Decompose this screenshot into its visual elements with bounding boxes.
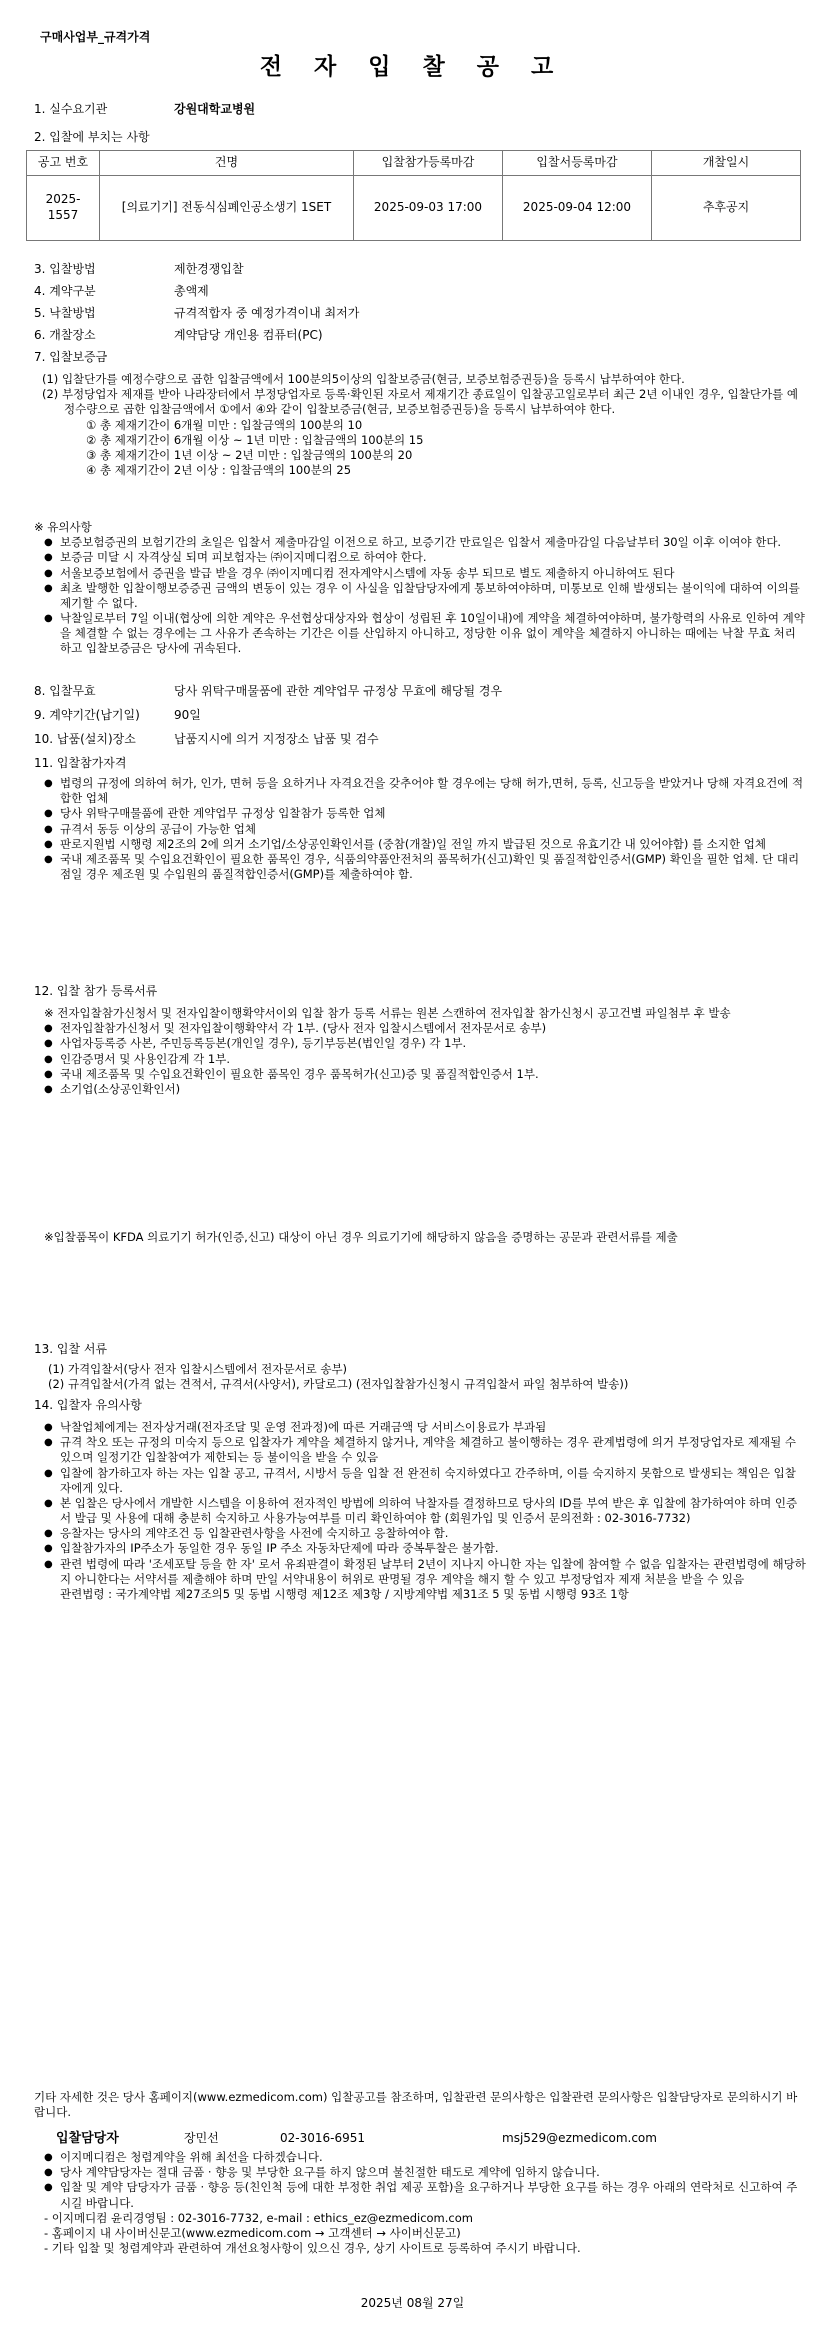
ethics-item: ● 입찰 및 계약 담당자가 금품 · 향응 등(친인척 등에 대한 부정한 취업 제공 포함)을 요구하거나 부당한 요구를 하는 경우 아래의 연락처로 신고하여 주시길 바랍니다. bbox=[34, 2180, 806, 2210]
table-cell: 2025-1557 bbox=[27, 176, 100, 241]
ethics-item: ● 당사 계약담당자는 절대 금품 · 향응 및 부당한 요구를 하지 않으며 불친절한 태도로 계약에 임하지 않습니다. bbox=[34, 2165, 806, 2180]
section-1 bbox=[34, 102, 255, 118]
deposit-paragraph-1: (1) 입찰단가를 예정수량으로 곱한 입찰금액에서 100분의5이상의 입찰보증금(현금, 보증보험증권등)을 등록시 납부하여야 한다. bbox=[42, 372, 685, 386]
note-item: ● 서울보증보험에서 증권을 발급 받을 경우 ㈜이지메디컴 전자계약시스템에 자동 송부 되므로 별도 제출하지 아니하여도 된다 bbox=[34, 566, 806, 581]
footer-info: 기타 자세한 것은 당사 홈페이지(www.ezmedicom.com) 입찰공고를 참조하며, 입찰관련 문의사항은 입찰관련 문의사항은 입찰담당자로 문의하시기 바랍니다. bbox=[34, 2090, 798, 2120]
section-3 bbox=[34, 262, 244, 278]
caution-item: ● 본 입찰은 당사에서 개발한 시스템을 이용하여 전자적인 방법에 의하여 낙찰자를 결정하므로 당사의 ID를 부여 받은 후 입찰에 참가하여야 하며 인증서 발급 및 사용에 대해 충분히 숙지하고 사용가능여부를 미리 확인하여야 함 (회원가입 및 인증서 문의전화 : 02-3016-7732) bbox=[34, 1496, 806, 1526]
ethics-line: - 이지메디컴 윤리경영팀 : 02-3016-7732, e-mail : ethics_ez@ezmedicom.com bbox=[44, 2210, 473, 2225]
contact-email: msj529@ezmedicom.com bbox=[502, 2131, 657, 2145]
contact-row bbox=[56, 2130, 657, 2147]
notice-date: 2025년 08월 27일 bbox=[360, 2296, 465, 2310]
section-7-label: 7. 입찰보증금 bbox=[34, 350, 108, 364]
section-2-label: 2. 입찰에 부치는 사항 bbox=[34, 130, 150, 144]
section-11-label: 11. 입찰참가자격 bbox=[34, 756, 127, 770]
section-10-label: 10. 납품(설치)장소 bbox=[34, 732, 136, 746]
ethics-line: - 기타 입찰 및 청렴계약과 관련하여 개선요청사항이 있으신 경우, 상기 사이트로 등록하여 주시기 바랍니다. bbox=[44, 2241, 581, 2256]
deposit-item: ③ 총 제재기간이 1년 이상 ~ 2년 미만 : 입찰금액의 100분의 20 bbox=[86, 447, 413, 462]
section-12-label: 12. 입찰 참가 등록서류 bbox=[34, 984, 158, 998]
ethics-item: ● 이지메디컴은 청렴계약을 위해 최선을 다하겠습니다. bbox=[34, 2150, 806, 2165]
notes-title: ※ 유의사항 bbox=[34, 520, 92, 534]
notes-block bbox=[34, 520, 806, 657]
caution-item: ● 입찰에 참가하고자 하는 자는 입찰 공고, 규격서, 시방서 등을 입찰 전 완전히 숙지하였다고 간주하며, 이를 숙지하지 못함으로 발생되는 책임은 입찰자에게 있다. bbox=[34, 1466, 806, 1496]
department-label: 구매사업부_규격가격 bbox=[40, 30, 151, 44]
section-9-label: 9. 계약기간(납기일) bbox=[34, 708, 140, 722]
section-6-value: 계약담당 개인용 컴퓨터(PC) bbox=[174, 328, 323, 342]
eligibility-item: ● 당사 위탁구매물품에 관한 계약업무 규정상 입찰참가 등록한 업체 bbox=[34, 806, 806, 821]
contact-phone: 02-3016-6951 bbox=[280, 2131, 366, 2145]
deposit-item: ④ 총 제재기간이 2년 이상 : 입찰금액의 100분의 25 bbox=[86, 463, 352, 478]
section-13-label: 13. 입찰 서류 bbox=[34, 1342, 108, 1356]
note-item: ● 보증보험증권의 보험기간의 초일은 입찰서 제출마감일 이전으로 하고, 보증기간 만료일은 입찰서 제출마감일 다음날부터 30일 이후 이여야 한다. bbox=[34, 535, 806, 550]
contact-label: 입찰담당자 bbox=[56, 2131, 119, 2146]
deposit-item: ② 총 제재기간이 6개월 이상 ~ 1년 미만 : 입찰금액의 100분의 15 bbox=[86, 432, 424, 447]
caution-item: ● 응찰자는 당사의 계약조건 등 입찰관련사항을 사전에 숙지하고 응찰하여야 함. bbox=[34, 1526, 806, 1541]
deposit-paragraph-2: (2) 부정당업자 제재를 받아 나라장터에서 부정당업자로 등록·확인된 자로서 제재기간 종료일이 입찰공고일로부터 최근 2년 이내인 경우, 입찰단가를 예정수량으로 곱한 입찰금액에서 ①에서 ④와 같이 입찰보증금(현금, 보증보험증권등)을 등록시 납부하여야 한다. bbox=[42, 387, 798, 417]
caution-item: ● 입찰참가자의 IP주소가 동일한 경우 동일 IP 주소 자동차단제에 따라 중복투찰은 불가함. bbox=[34, 1541, 806, 1556]
table-cell: 추후공지 bbox=[652, 176, 801, 241]
section-4-value: 총액제 bbox=[174, 284, 209, 298]
bid-table bbox=[26, 150, 801, 241]
document-item: ● 전자입찰참가신청서 및 전자입찰이행확약서 각 1부. (당사 전자 입찰시스템에서 전자문서로 송부) bbox=[34, 1021, 806, 1036]
ethics-line: - 홈페이지 내 사이버신문고(www.ezmedicom.com → 고객센터 → 사이버신문고) bbox=[44, 2225, 461, 2240]
caution-item: ● 관련 법령에 따라 '조세포탈 등을 한 자' 로서 유죄판결이 확정된 날부터 2년이 지나지 아니한 자는 입찰에 참여할 수 없음 입찰자는 관련법령에 해당하지 아니한다는 서약서를 제출해야 하며 만일 서약내용이 허위로 판명될 경우 계약을 해지 할 수 있고 부정당업자 제재 처분을 받을 수 있음 bbox=[34, 1557, 806, 1587]
eligibility-item: ● 법령의 규정에 의하여 허가, 인가, 면허 등을 요하거나 자격요건을 갖추어야 할 경우에는 당해 허가,면허, 등록, 신고등을 받았거나 당해 자격요건에 적합한 업체 bbox=[34, 776, 806, 806]
section-14-body bbox=[34, 1420, 806, 1602]
section-7-body bbox=[42, 372, 802, 478]
caution-item: ● 낙찰업체에게는 전자상거래(전자조달 및 운영 전과정)에 따른 거래금액 당 서비스이용료가 부과됨 bbox=[34, 1420, 806, 1435]
note-item: ● 최초 발행한 입찰이행보증증권 금액의 변동이 있는 경우 이 사실을 입찰담당자에게 통보하여야하며, 미통보로 인해 발생되는 불이익에 대하여 이의를 제기할 수 없다. bbox=[34, 581, 806, 611]
section-4 bbox=[34, 284, 209, 300]
eligibility-item: ● 국내 제조품목 및 수입요건확인이 필요한 품목인 경우, 식품의약품안전처의 품목허가(신고)확인 및 품질적합인증서(GMP) 확인을 필한 업체. 단 대리점일 경우 제조원 및 수입원의 품질적합인증서(GMP)를 제출하여야 함. bbox=[34, 852, 806, 882]
section-1-value: 강원대학교병원 bbox=[174, 102, 256, 116]
table-row bbox=[27, 176, 801, 241]
eligibility-item: ● 판로지원법 시행령 제2조의 2에 의거 소기업/소상공인확인서를 (중참(개찰)일 전일 까지 발급된 것으로 유효기간 내 있어야함) 를 소지한 업체 bbox=[34, 837, 806, 852]
section-6 bbox=[34, 328, 323, 344]
table-header: 개찰일시 bbox=[652, 151, 801, 176]
related-law: 관련법령 : 국가계약법 제27조의5 및 동법 시행령 제12조 제3항 / 지방계약법 제31조 5 및 동법 시행령 93조 1항 bbox=[60, 1586, 629, 1601]
eligibility-item: ● 규격서 동등 이상의 공급이 가능한 업체 bbox=[34, 822, 806, 837]
ethics-block bbox=[34, 2150, 806, 2256]
caution-item: ● 규격 착오 또는 규정의 미숙지 등으로 입찰자가 계약을 체결하지 않거나, 계약을 체결하고 불이행하는 경우 관계법령에 의거 부정당업자로 제재될 수 있으며 일정기간 입찰참여가 제한되는 등 불이익을 받을 수 있음 bbox=[34, 1435, 806, 1465]
table-cell: 2025-09-04 12:00 bbox=[503, 176, 652, 241]
contact-name: 장민선 bbox=[184, 2131, 219, 2145]
note-item: ● 낙찰일로부터 7일 이내(협상에 의한 계약은 우선협상대상자와 협상이 성립된 후 10일이내)에 계약을 체결하여야하며, 불가항력의 사유로 인하여 계약을 체결할 수 없는 경우에는 그 사유가 존속하는 기간은 이를 산입하지 아니하고, 정당한 이유 없이 계약을 체결하지 아니하는 때에는 낙찰 무효 처리하고 입찰보증금은 당사에 귀속된다. bbox=[34, 611, 806, 657]
section-8-label: 8. 입찰무효 bbox=[34, 684, 96, 698]
section-6-label: 6. 개찰장소 bbox=[34, 328, 96, 342]
section-9 bbox=[34, 708, 201, 724]
document-item: ● 인감증명서 및 사용인감계 각 1부. bbox=[34, 1052, 806, 1067]
section-10-value: 납품지시에 의거 지정장소 납품 및 검수 bbox=[174, 732, 379, 746]
table-cell: 2025-09-03 17:00 bbox=[354, 176, 503, 241]
page-title: 전 자 입 찰 공 고 bbox=[259, 54, 566, 80]
section-5-value: 규격적합자 중 예정가격이내 최저가 bbox=[174, 306, 360, 320]
section-3-value: 제한경쟁입찰 bbox=[174, 262, 244, 276]
document-item: ● 사업자등록증 사본, 주민등록등본(개인일 경우), 등기부등본(법인일 경우) 각 1부. bbox=[34, 1036, 806, 1051]
section-12-body bbox=[34, 1006, 806, 1097]
deposit-item: ① 총 제재기간이 6개월 미만 : 입찰금액의 100분의 10 bbox=[86, 417, 363, 432]
section-3-label: 3. 입찰방법 bbox=[34, 262, 96, 276]
section-5 bbox=[34, 306, 359, 322]
section-4-label: 4. 계약구분 bbox=[34, 284, 96, 298]
document-item: ● 소기업(소상공인확인서) bbox=[34, 1082, 806, 1097]
section-13-body bbox=[48, 1362, 808, 1392]
section-14-label: 14. 입찰자 유의사항 bbox=[34, 1398, 142, 1412]
section-5-label: 5. 낙찰방법 bbox=[34, 306, 96, 320]
section-9-value: 90일 bbox=[174, 708, 201, 722]
section-8 bbox=[34, 684, 502, 700]
section-11-body bbox=[34, 776, 806, 882]
table-header: 건명 bbox=[100, 151, 354, 176]
table-header: 공고 번호 bbox=[27, 151, 100, 176]
section-8-value: 당사 위탁구매물품에 관한 계약업무 규정상 무효에 해당될 경우 bbox=[174, 684, 503, 698]
bid-document-item: (2) 규격입찰서(가격 없는 견적서, 규격서(사양서), 카달로그) (전자입찰참가신청시 규격입찰서 파일 첨부하여 발송)) bbox=[48, 1377, 629, 1392]
document-item: ● 국내 제조품목 및 수입요건확인이 필요한 품목인 경우 품목허가(신고)증 및 품질적합인증서 1부. bbox=[34, 1067, 806, 1082]
table-header: 입찰참가등록마감 bbox=[354, 151, 503, 176]
section-10 bbox=[34, 732, 379, 748]
table-cell: [의료기기] 전동식심폐인공소생기 1SET bbox=[100, 176, 354, 241]
section-1-label: 1. 실수요기관 bbox=[34, 102, 108, 116]
table-header-row bbox=[27, 151, 801, 176]
note-item: ● 보증금 미달 시 자격상실 되며 피보험자는 ㈜이지메디컴으로 하여야 한다. bbox=[34, 550, 806, 565]
kfda-note: ※입찰품목이 KFDA 의료기기 허가(인증,신고) 대상이 아닌 경우 의료기기에 해당하지 않음을 증명하는 공문과 관련서류를 제출 bbox=[44, 1230, 678, 1244]
registration-note: ※ 전자입찰참가신청서 및 전자입찰이행확약서이외 입찰 참가 등록 서류는 원본 스캔하여 전자입찰 참가신청시 공고건별 파일첨부 후 발송 bbox=[44, 1006, 731, 1020]
bid-document-item: (1) 가격입찰서(당사 전자 입찰시스템에서 전자문서로 송부) bbox=[48, 1362, 348, 1376]
table-header: 입찰서등록마감 bbox=[503, 151, 652, 176]
